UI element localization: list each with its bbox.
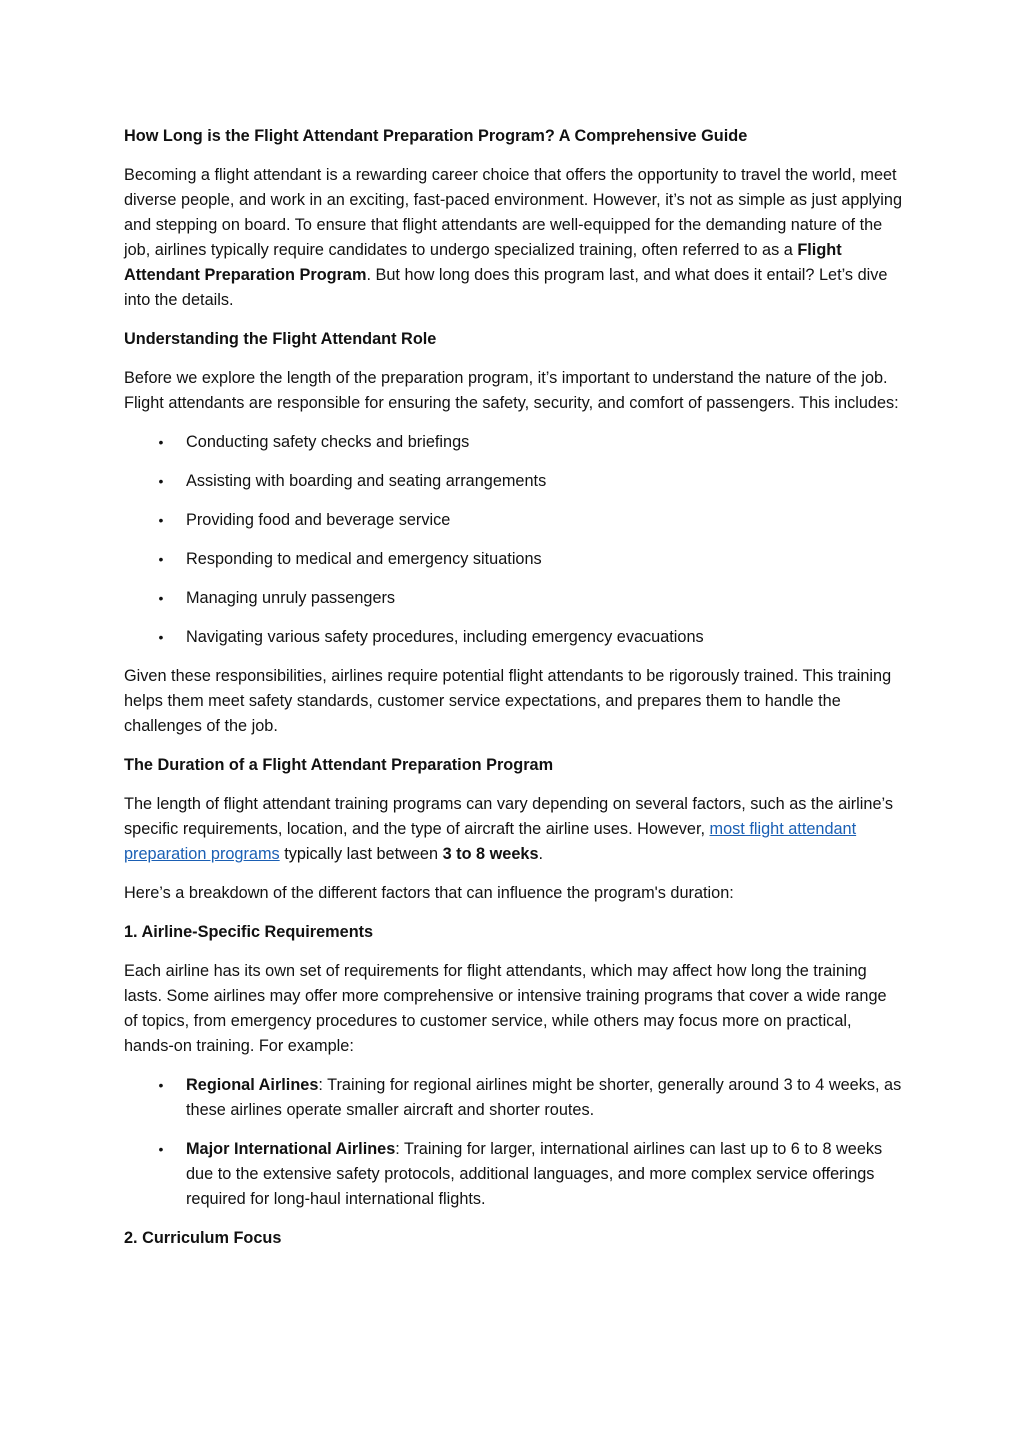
duration-text-before: The length of flight attendant training programs can vary depending on several factors, such as the airline’s specific requirements, location, and the type of aircraft the airline uses. However, bbox=[124, 795, 893, 838]
duration-bold-weeks: 3 to 8 weeks bbox=[442, 845, 539, 863]
duration-text-middle: typically last between bbox=[279, 845, 443, 863]
bullet-icon: • bbox=[158, 434, 164, 450]
role-paragraph: Before we explore the length of the preparation program, it’s important to understand the nature of the job. Flight attendants are responsible for ensuring the safety, security, and comfort of passengers. This includes: bbox=[124, 369, 899, 412]
airline-requirements-paragraph: Each airline has its own set of requirements for flight attendants, which may affect how long the training lasts. Some airlines may offer more comprehensive or intensive training programs that cover a wide range of topics, from emergency procedures to customer service, while others may focus more on practical, hands-on training. For example: bbox=[124, 962, 887, 1055]
list-item bbox=[124, 430, 904, 455]
document-title: How Long is the Flight Attendant Preparation Program? A Comprehensive Guide bbox=[124, 127, 748, 145]
bullet-icon: • bbox=[158, 512, 164, 528]
list-item-text: Managing unruly passengers bbox=[186, 589, 396, 607]
intro-paragraph bbox=[124, 163, 904, 313]
role-duties-list bbox=[124, 430, 904, 650]
duration-paragraph bbox=[124, 792, 904, 867]
bullet-icon: • bbox=[158, 590, 164, 606]
breakdown-paragraph: Here’s a breakdown of the different factors that can influence the program's duration: bbox=[124, 884, 734, 902]
list-item bbox=[124, 1073, 904, 1123]
list-item-text: Providing food and beverage service bbox=[186, 511, 451, 529]
list-item bbox=[124, 1137, 904, 1212]
subsection-heading-curriculum: 2. Curriculum Focus bbox=[124, 1229, 282, 1247]
list-item bbox=[124, 547, 904, 572]
bullet-icon: • bbox=[158, 551, 164, 567]
list-item-text: : Training for larger, international airlines can last up to 6 to 8 weeks due to the extensive safety protocols, additional languages, and more complex service offerings required for long-haul international flights. bbox=[186, 1140, 883, 1208]
list-item bbox=[124, 469, 904, 494]
list-item-bold: Regional Airlines bbox=[186, 1076, 319, 1094]
list-item bbox=[124, 508, 904, 533]
document-page bbox=[124, 124, 904, 1251]
list-item-text: Responding to medical and emergency situations bbox=[186, 550, 542, 568]
subsection-heading-airline-requirements: 1. Airline-Specific Requirements bbox=[124, 923, 374, 941]
list-item-text: Assisting with boarding and seating arrangements bbox=[186, 472, 547, 490]
list-item-text: : Training for regional airlines might be shorter, generally around 3 to 4 weeks, as these airlines operate smaller aircraft and shorter routes. bbox=[186, 1076, 902, 1119]
list-item-bold: Major International Airlines bbox=[186, 1140, 396, 1158]
intro-text-before: Becoming a flight attendant is a rewarding career choice that offers the opportunity to travel the world, meet diverse people, and work in an exciting, fast-paced environment. However, it’s not as simple as just applying and stepping on board. To ensure that flight attendants are well-equipped for the demanding nature of the job, airlines typically require candidates to undergo specialized training, often referred to as a bbox=[124, 166, 902, 259]
airline-types-list bbox=[124, 1073, 904, 1212]
duration-text-after: . bbox=[538, 845, 544, 863]
list-item bbox=[124, 586, 904, 611]
bullet-icon: • bbox=[158, 629, 164, 645]
section-heading-duration: The Duration of a Flight Attendant Preparation Program bbox=[124, 756, 554, 774]
bullet-icon: • bbox=[158, 473, 164, 489]
list-item bbox=[124, 625, 904, 650]
program-link[interactable]: most flight attendant preparation programs bbox=[124, 820, 857, 863]
intro-text-after: . But how long does this program last, and what does it entail? Let’s dive into the details. bbox=[124, 266, 888, 309]
list-item-text: Navigating various safety procedures, including emergency evacuations bbox=[186, 628, 704, 646]
bullet-icon: • bbox=[158, 1141, 164, 1157]
list-item-text: Conducting safety checks and briefings bbox=[186, 433, 470, 451]
responsibilities-closing-paragraph: Given these responsibilities, airlines require potential flight attendants to be rigorously trained. This training helps them meet safety standards, customer service expectations, and prepares them to handle the challenges of the job. bbox=[124, 667, 892, 735]
bullet-icon: • bbox=[158, 1077, 164, 1093]
intro-bold-program: Flight Attendant Preparation Program bbox=[124, 241, 842, 284]
section-heading-role: Understanding the Flight Attendant Role bbox=[124, 330, 437, 348]
